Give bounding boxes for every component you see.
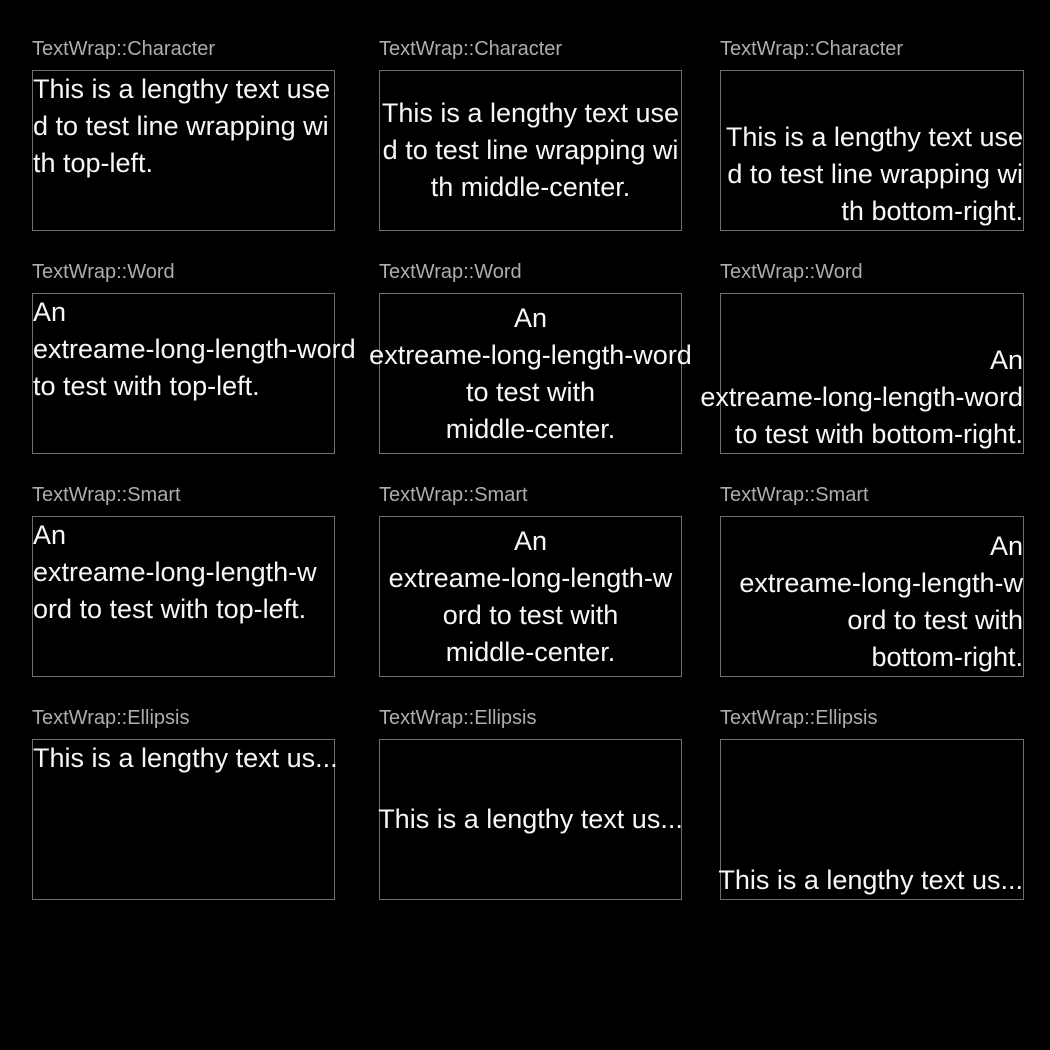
- textwrap-mode-label: TextWrap::Character: [32, 38, 216, 60]
- cell-smart-top-left: [32, 482, 335, 677]
- text-line: th top-left.: [33, 148, 154, 178]
- textwrap-box-ellipsis-middle-center: [379, 739, 682, 900]
- text-line: d to test line wrapping wi: [382, 135, 679, 165]
- text-line: extreame-long-length-word: [369, 339, 692, 370]
- textwrap-mode-label: TextWrap::Word: [379, 261, 522, 283]
- text-line: th bottom-right.: [841, 196, 1023, 226]
- text-line: bottom-right.: [871, 642, 1023, 672]
- cell-smart-middle-center: [379, 482, 682, 677]
- text-line: extreame-long-length-w: [33, 557, 317, 587]
- textwrap-mode-label: TextWrap::Ellipsis: [379, 707, 537, 729]
- textwrap-box-character-bottom-right: [720, 70, 1024, 231]
- text-line: to test with: [465, 376, 596, 407]
- text-line: This is a lengthy text use: [33, 74, 331, 104]
- cell-ellipsis-top-left: [32, 705, 338, 900]
- row-ellipsis: [0, 705, 1050, 900]
- textwrap-mode-label: TextWrap::Ellipsis: [32, 707, 190, 729]
- text-line: An: [989, 345, 1023, 375]
- text-line: extreame-long-length-w: [739, 568, 1023, 598]
- cell-character-top-left: [32, 36, 335, 231]
- row-character: [0, 36, 1050, 231]
- text-line: This is a lengthy text use: [381, 98, 680, 128]
- text-line: middle-center.: [445, 413, 616, 444]
- textwrap-mode-label: TextWrap::Character: [379, 38, 563, 60]
- cell-ellipsis-bottom-right: [720, 705, 1024, 900]
- text-line: extreame-long-length-word: [700, 382, 1023, 412]
- textwrap-mode-label: TextWrap::Smart: [720, 484, 869, 506]
- text-line: This is a lengthy text us...: [378, 804, 683, 834]
- textwrap-mode-label: TextWrap::Smart: [379, 484, 528, 506]
- text-line: d to test line wrapping wi: [33, 111, 329, 141]
- textwrap-box-word-bottom-right: [700, 293, 1024, 454]
- text-line: ord to test with top-left.: [33, 594, 307, 624]
- text-line: extreame-long-length-w: [388, 562, 673, 593]
- textwrap-box-ellipsis-bottom-right: [720, 739, 1024, 900]
- row-smart: [0, 482, 1050, 677]
- text-line: to test with top-left.: [33, 371, 260, 401]
- text-line: An: [33, 520, 67, 550]
- text-line: This is a lengthy text us...: [33, 743, 338, 773]
- text-line: An: [989, 531, 1023, 561]
- cell-word-middle-center: [369, 259, 692, 454]
- text-line: to test with bottom-right.: [734, 419, 1023, 449]
- text-line: middle-center.: [445, 636, 616, 667]
- cell-word-bottom-right: [700, 259, 1024, 454]
- text-line: d to test line wrapping wi: [727, 159, 1023, 189]
- text-line: ord to test with: [847, 605, 1023, 635]
- textwrap-box-smart-top-left: [32, 516, 335, 677]
- text-line: th middle-center.: [430, 172, 631, 202]
- textwrap-box-word-top-left: [32, 293, 356, 454]
- textwrap-box-ellipsis-top-left: [32, 739, 338, 900]
- textwrap-mode-label: TextWrap::Word: [32, 261, 175, 283]
- cell-character-middle-center: [379, 36, 682, 231]
- textwrap-mode-label: TextWrap::Character: [720, 38, 904, 60]
- row-word: [0, 259, 1050, 454]
- text-line: extreame-long-length-word: [33, 334, 356, 364]
- cell-ellipsis-middle-center: [379, 705, 682, 900]
- text-line: An: [513, 302, 548, 333]
- textwrap-mode-label: TextWrap::Ellipsis: [720, 707, 878, 729]
- textwrap-box-word-middle-center: [369, 293, 692, 454]
- textwrap-box-smart-middle-center: [379, 516, 682, 677]
- text-line: An: [513, 525, 548, 556]
- text-line: This is a lengthy text us...: [718, 865, 1023, 895]
- cell-smart-bottom-right: [720, 482, 1024, 677]
- textwrap-box-character-middle-center: [379, 70, 682, 231]
- cell-word-top-left: [32, 259, 356, 454]
- text-line: ord to test with: [442, 599, 619, 630]
- textwrap-mode-label: TextWrap::Word: [720, 261, 863, 283]
- text-line: An: [33, 297, 67, 327]
- textwrap-box-character-top-left: [32, 70, 335, 231]
- textwrap-mode-label: TextWrap::Smart: [32, 484, 181, 506]
- textwrap-box-smart-bottom-right: [720, 516, 1024, 677]
- text-line: This is a lengthy text use: [725, 122, 1023, 152]
- cell-character-bottom-right: [720, 36, 1024, 231]
